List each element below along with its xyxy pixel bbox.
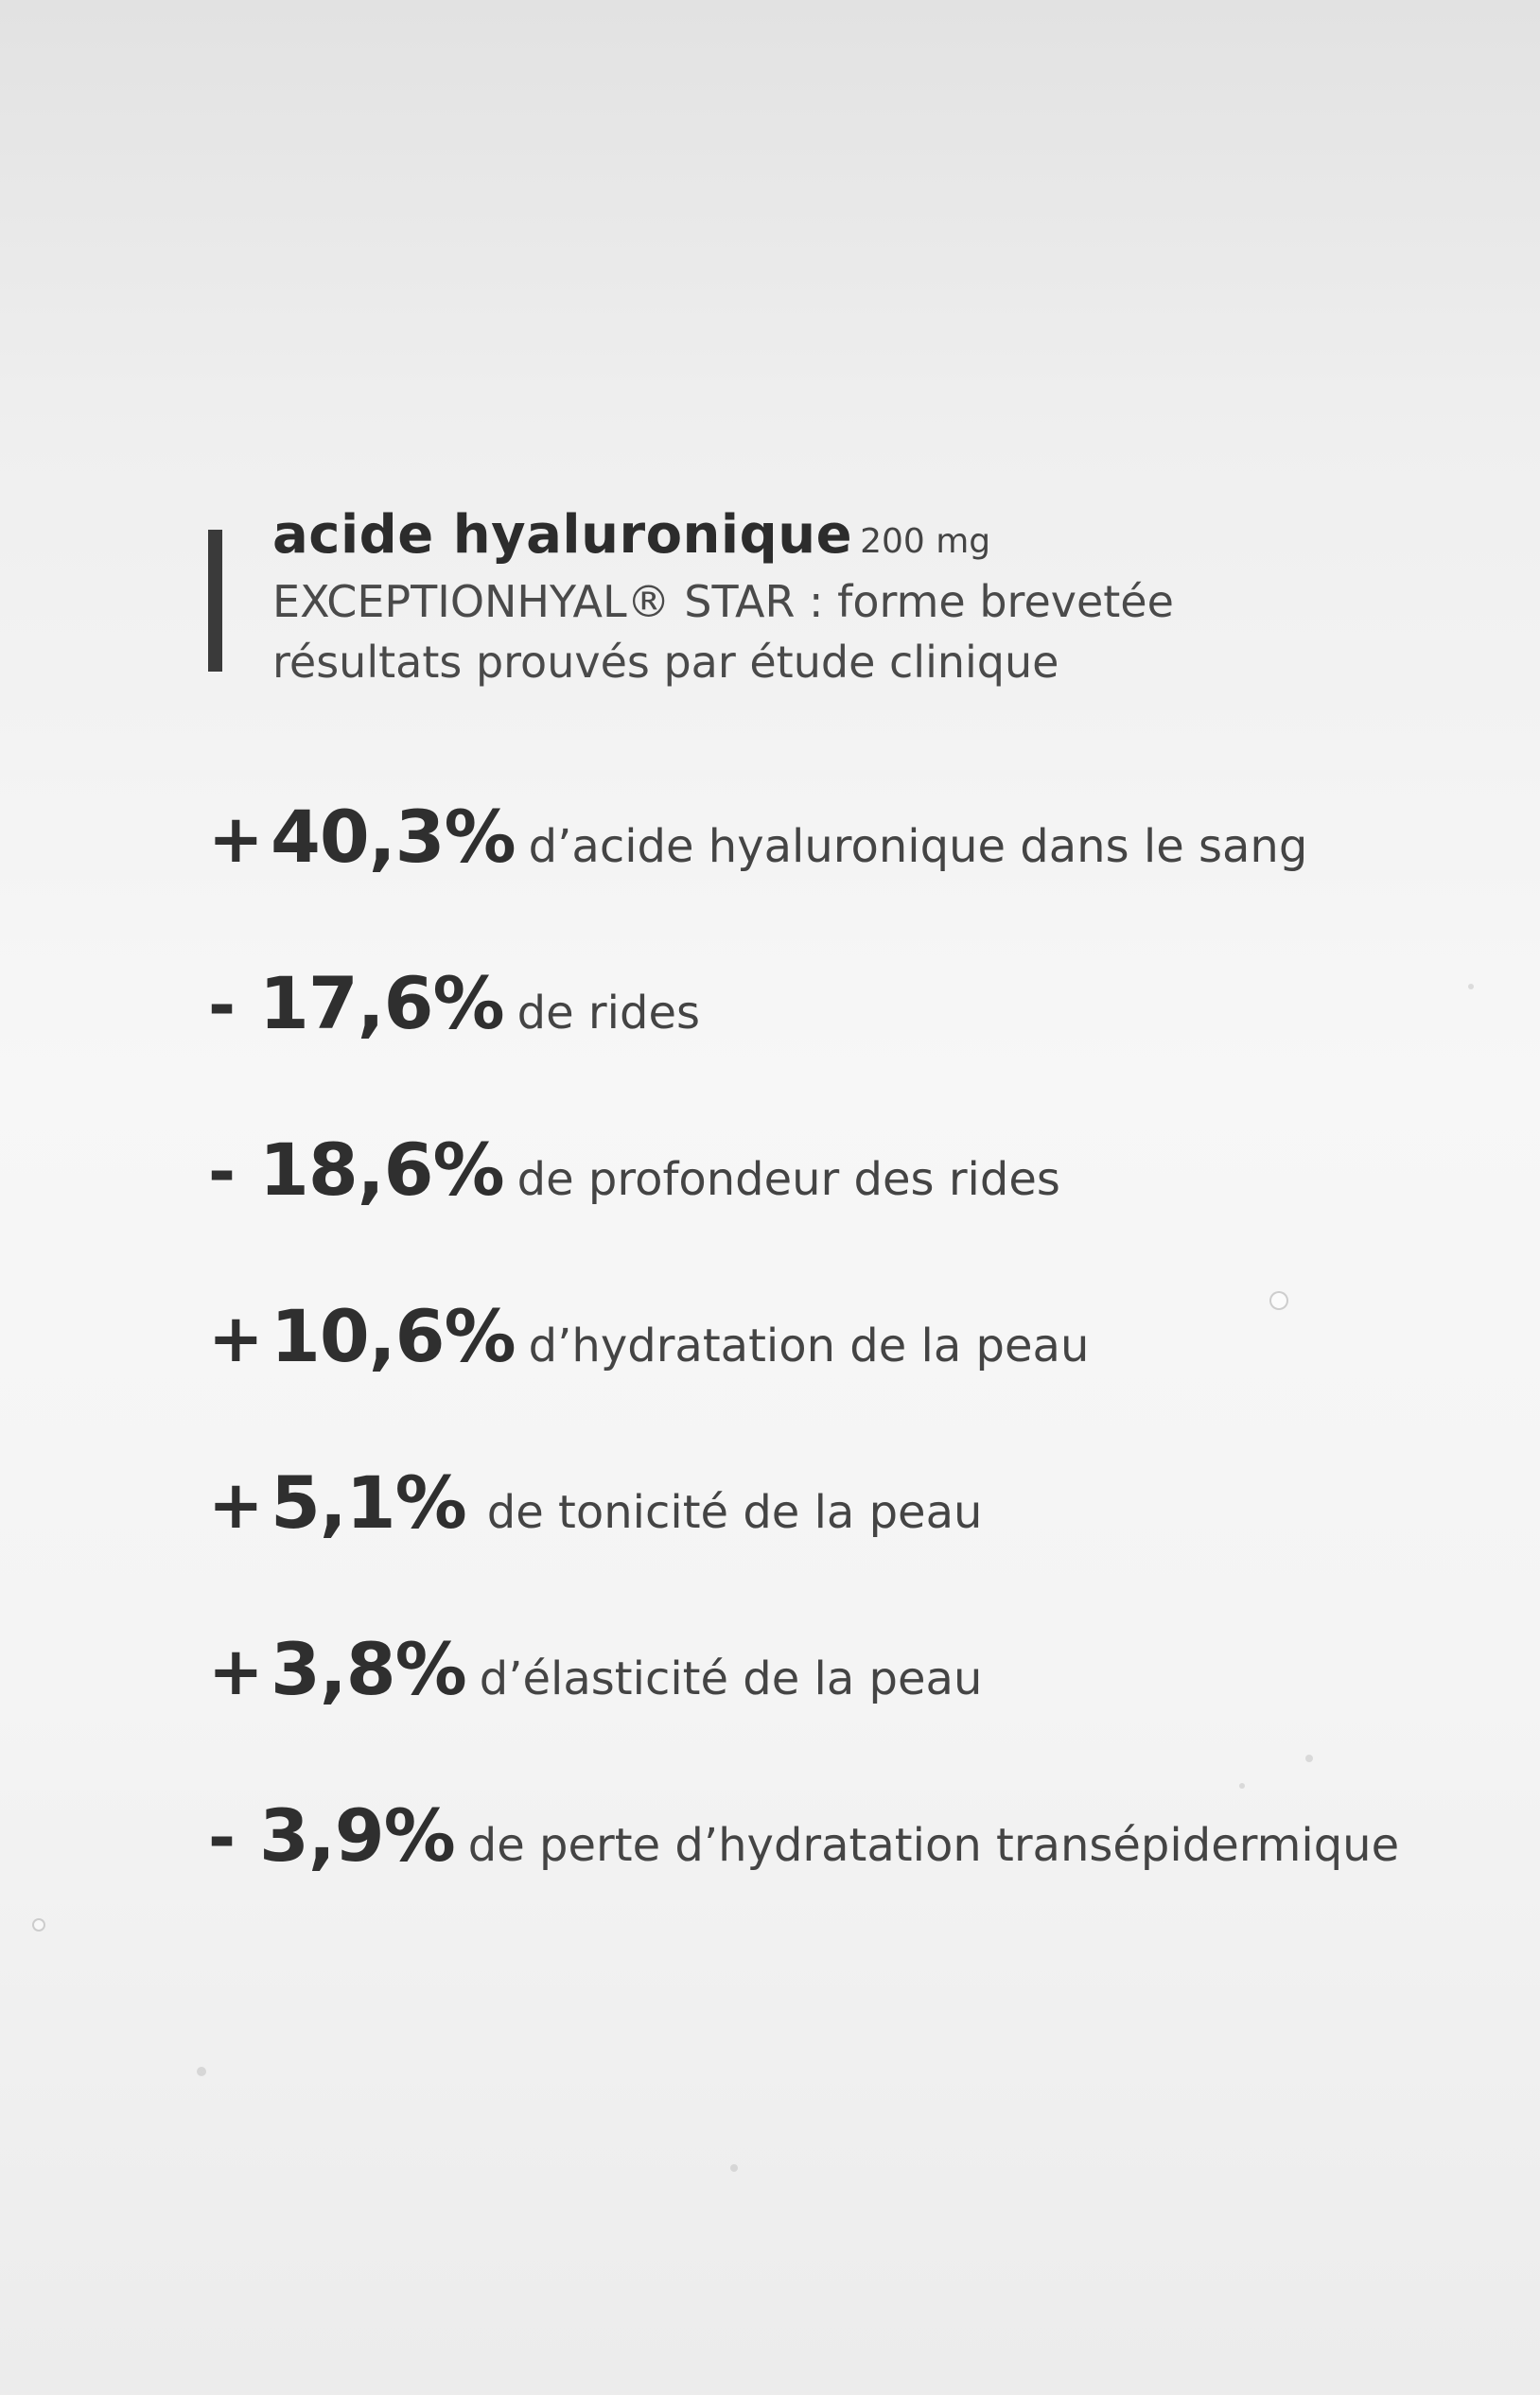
result-value: 18,6% bbox=[259, 1128, 504, 1212]
decorative-bubble bbox=[1269, 1291, 1288, 1310]
decorative-speck bbox=[730, 2164, 738, 2172]
result-value: 3,9% bbox=[259, 1793, 455, 1878]
result-description: d’hydratation de la peau bbox=[528, 1320, 1090, 1372]
result-description: de profondeur des rides bbox=[516, 1153, 1060, 1206]
ingredient-name: acide hyaluronique bbox=[272, 504, 853, 566]
result-sign: - bbox=[208, 1799, 236, 1877]
ingredient-line bbox=[272, 499, 1332, 571]
ingredient-dose: 200 mg bbox=[860, 522, 991, 561]
patent-line: EXCEPTIONHYAL® STAR : forme brevetée bbox=[272, 576, 1174, 627]
decorative-speck bbox=[197, 2067, 206, 2076]
result-row bbox=[208, 1460, 982, 1565]
result-description: de tonicité de la peau bbox=[486, 1486, 983, 1539]
result-sign: + bbox=[208, 1466, 264, 1544]
result-description: d’élasticité de la peau bbox=[479, 1652, 983, 1705]
decorative-speck bbox=[1239, 1783, 1245, 1789]
result-row bbox=[208, 961, 700, 1065]
result-value: 40,3% bbox=[271, 795, 516, 879]
result-description: d’acide hyaluronique dans le sang bbox=[528, 820, 1308, 873]
result-description: de rides bbox=[516, 987, 701, 1040]
result-row bbox=[208, 1627, 982, 1731]
decorative-speck bbox=[1468, 984, 1474, 989]
accent-bar bbox=[208, 530, 222, 672]
result-sign: + bbox=[208, 1633, 264, 1710]
decorative-bubble bbox=[32, 1918, 45, 1932]
result-value: 17,6% bbox=[259, 961, 504, 1045]
result-row bbox=[208, 1128, 1060, 1232]
result-sign: - bbox=[208, 1133, 236, 1211]
result-sign: + bbox=[208, 1300, 264, 1377]
result-value: 5,1% bbox=[271, 1460, 466, 1545]
result-value: 3,8% bbox=[271, 1627, 466, 1711]
result-description: de perte d’hydratation transépidermique bbox=[467, 1819, 1400, 1872]
decorative-speck bbox=[1305, 1755, 1313, 1762]
result-row bbox=[208, 795, 1307, 899]
result-sign: - bbox=[208, 967, 236, 1044]
result-sign: + bbox=[208, 800, 264, 878]
result-value: 10,6% bbox=[271, 1294, 516, 1378]
result-row bbox=[208, 1793, 1399, 1897]
clinical-line: résultats prouvés par étude clinique bbox=[272, 637, 1059, 688]
result-row bbox=[208, 1294, 1089, 1398]
header-text bbox=[272, 499, 1332, 692]
